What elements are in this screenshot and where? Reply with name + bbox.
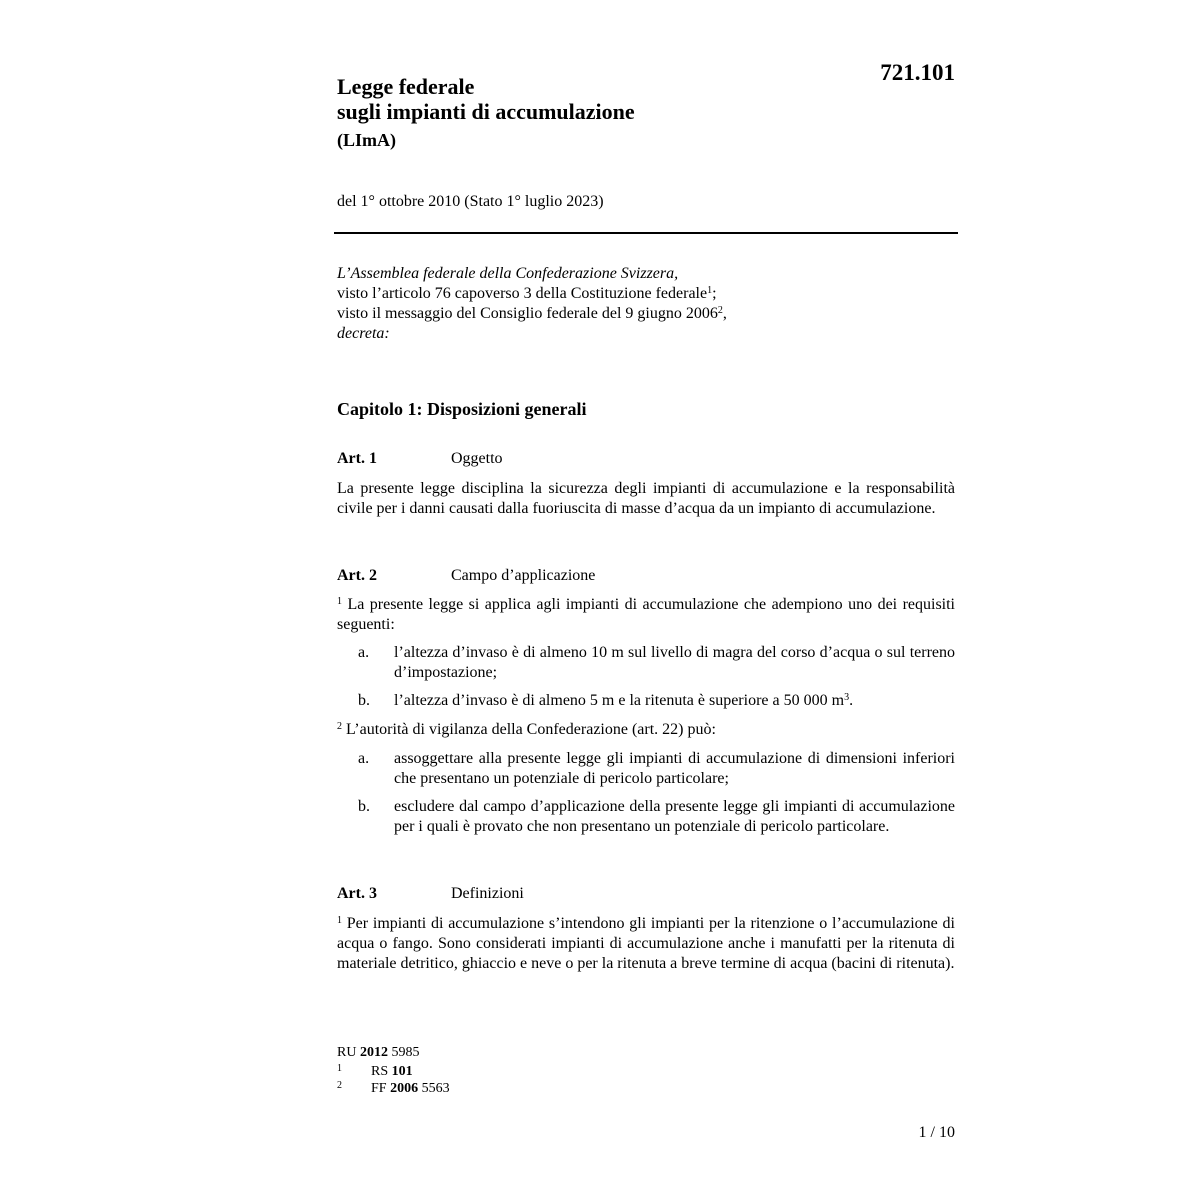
list-item-text: l’altezza d’invaso è di almeno 10 m sul livello di magra del corso d’acqua o sul terreno d’impostazione; [394,644,955,681]
footnote-text: RS 101 [371,1064,413,1079]
paragraph-number: 1 [337,596,342,607]
preamble-authority: L’Assemblea federale della Confederazione Svizzera, [337,265,679,282]
article-2-heading [337,567,595,585]
paragraph-number: 1 [337,915,342,926]
sr-number: 721.101 [880,60,955,85]
chapter-heading: Capitolo 1: Disposizioni generali [337,399,587,419]
law-abbreviation: (LImA) [337,130,396,150]
article-2-number: Art. 2 [337,567,377,584]
law-date: del 1° ottobre 2010 (Stato 1° luglio 2023) [337,193,604,210]
preamble [337,264,957,344]
article-1-title: Oggetto [451,450,503,467]
article-3-paragraph-1: $^1$ Per impianti di accumulazione s’intendono gli impianti per la ritenzione o l’accumulazione di acqua o fango. Sono considerati impianti di accumulazione anche i manufatti per la ritenuta di materiale detritico, ghiaccio e neve o per la ritenuta a breve termine di acqua (bacini di ritenuta). [337,915,955,972]
article-1-heading [337,450,503,468]
article-3-heading [337,885,524,903]
list-item-text: l’altezza d’invaso è di almeno 5 m e la ritenuta è superiore a 50 000 $m^3$. [394,692,854,709]
preamble-decree: decreta: [337,325,390,342]
list-item-text: escludere dal campo d’applicazione della presente legge gli impianti di accumulazione per i quali è provato che non presentano un potenziale di pericolo particolare. [394,798,955,835]
list-item-text: assoggettare alla presente legge gli impianti di accumulazione di dimensioni inferiori che presentano un potenziale di pericolo particolare; [394,750,955,787]
article-1-number: Art. 1 [337,450,377,467]
article-2-title: Campo d’applicazione [451,567,596,584]
preamble-line-2: visto il messaggio del Consiglio federale del 9 giugno 2006$^2$, [337,305,727,322]
footnote-ref-1[interactable]: 1 [707,285,713,296]
footnote-text: FF 2006 5563 [371,1081,450,1096]
article-3-title: Definizioni [451,885,524,902]
law-title [337,74,635,124]
list-item-label: a. [358,750,370,767]
article-2-paragraph-2: $^2$ L’autorità di vigilanza della Confederazione (art. 22) può: [337,721,716,738]
law-title-line-2: sugli impianti di accumulazione [337,99,635,124]
title-divider [334,232,958,234]
article-3-number: Art. 3 [337,885,377,902]
article-1-text: La presente legge disciplina la sicurezza degli impianti di accumulazione e la responsabilità civile per i danni causati dalla fuoriuscita di masse d’acqua da un impianto di accumulazione. [337,480,955,517]
list-item-label: a. [358,644,370,661]
article-2-paragraph-1: $^1$ La presente legge si applica agli impianti di accumulazione che adempiono uno dei requisiti seguenti: [337,596,955,633]
footnote-ref-2[interactable]: 2 [717,305,723,316]
footnote-number: 2 [337,1080,342,1091]
paragraph-number: 2 [337,721,342,732]
list-item-label: b. [358,798,370,815]
preamble-line-1: visto l’articolo 76 capoverso 3 della Costituzione federale$^1$; [337,285,717,302]
list-item-label: b. [358,692,370,709]
official-compilation-reference: RU 2012 5985 [337,1045,420,1060]
footnote-number: 1 [337,1063,342,1074]
law-title-line-1: Legge federale [337,74,475,99]
page-number: 1 / 10 [918,1124,955,1141]
